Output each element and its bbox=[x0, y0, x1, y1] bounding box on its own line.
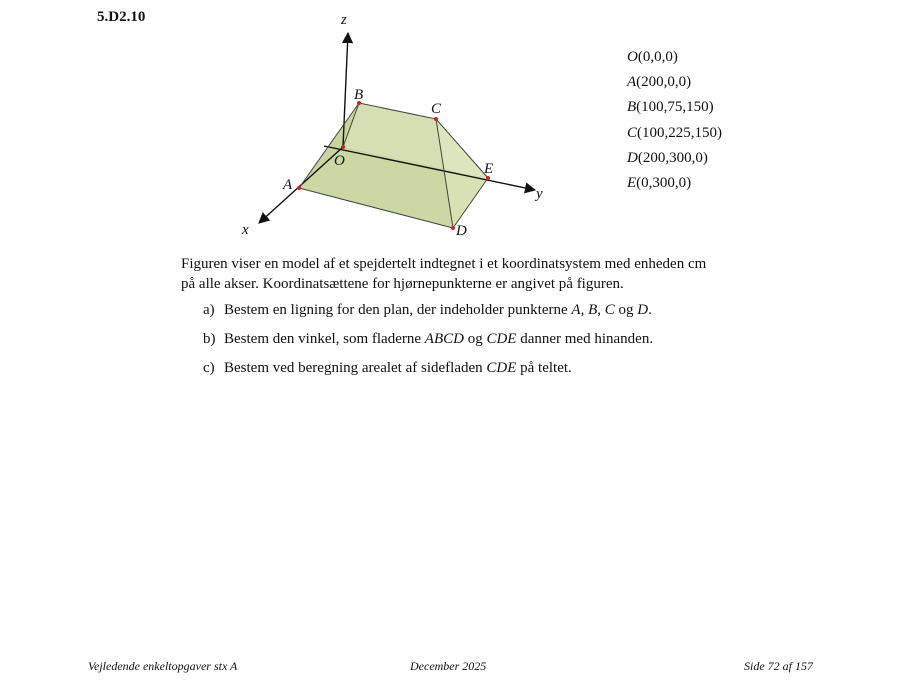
point-label-a: A bbox=[283, 177, 293, 193]
footer-page-number: Side 72 af 157 bbox=[744, 659, 813, 673]
vertex-d bbox=[451, 226, 455, 230]
coord-a: A(200,0,0) bbox=[627, 74, 692, 91]
coord-o: O(0,0,0) bbox=[627, 49, 678, 65]
tent-figure bbox=[0, 0, 910, 250]
coord-b: B(100,75,150) bbox=[627, 99, 714, 116]
intro-line-1: Figuren viser en model af et spejdertelt indtegnet i et koordinatsystem med enheden cm bbox=[181, 256, 707, 272]
point-label-d: D bbox=[456, 223, 467, 239]
point-label-o: O bbox=[334, 153, 345, 169]
task-c: c) Bestem ved beregning arealet af sidefladen CDE på teltet. bbox=[203, 360, 572, 376]
point-label-e: E bbox=[484, 161, 494, 177]
coordinate-list bbox=[627, 45, 722, 196]
task-b: b) Bestem den vinkel, som fladerne ABCD og CDE danner med hinanden. bbox=[203, 331, 654, 347]
vertex-c bbox=[434, 117, 438, 121]
coord-e: E(0,300,0) bbox=[627, 175, 692, 192]
y-axis-label: y bbox=[536, 186, 543, 202]
intro-text bbox=[181, 254, 801, 294]
point-label-c: C bbox=[431, 101, 442, 117]
point-label-b: B bbox=[354, 87, 364, 103]
coord-d: D(200,300,0) bbox=[627, 149, 708, 166]
intro-line-2: på alle akser. Koordinatsættene for hjørnepunkterne er angivet på figuren. bbox=[181, 276, 624, 292]
vertex-a bbox=[297, 186, 301, 190]
x-axis-label: x bbox=[242, 222, 249, 238]
coord-c: C(100,225,150) bbox=[627, 124, 723, 141]
task-id: 5.D2.10 bbox=[97, 9, 146, 25]
footer-date: December 2025 bbox=[410, 659, 487, 673]
footer-left: Vejledende enkeltopgaver stx A bbox=[88, 659, 238, 673]
task-a: a) Bestem en ligning for den plan, der indeholder punkterne A, B, C og D. bbox=[203, 302, 652, 318]
vertex-o bbox=[341, 145, 345, 149]
z-axis-label: z bbox=[341, 12, 347, 28]
